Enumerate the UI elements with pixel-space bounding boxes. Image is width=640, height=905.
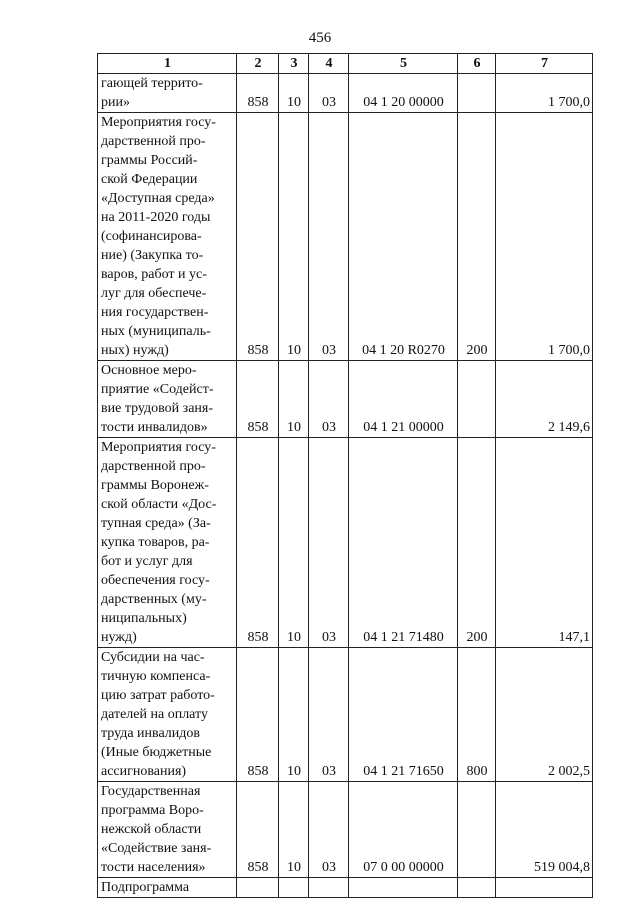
row-col-5: 07 0 00 00000 [349, 782, 458, 878]
row-col-3: 10 [279, 113, 309, 361]
table-row [98, 648, 593, 782]
row-col-3: 10 [279, 648, 309, 782]
row-col-4: 03 [309, 438, 349, 648]
row-col-6: 800 [458, 648, 496, 782]
row-col-3: 10 [279, 438, 309, 648]
row-col-5: 04 1 20 R0270 [349, 113, 458, 361]
row-description: гающей террито- рии» [98, 74, 237, 113]
row-col-5 [349, 878, 458, 898]
row-col-3 [279, 878, 309, 898]
row-description: Подпрограмма [98, 878, 237, 898]
row-col-4 [309, 878, 349, 898]
table-row [98, 361, 593, 438]
row-col-3: 10 [279, 361, 309, 438]
row-col-6 [458, 878, 496, 898]
row-col-6: 200 [458, 113, 496, 361]
row-col-3: 10 [279, 74, 309, 113]
page-number: 456 [308, 30, 332, 46]
row-col-4: 03 [309, 113, 349, 361]
row-col-2 [237, 878, 279, 898]
header-col-5: 5 [349, 54, 458, 74]
header-col-6: 6 [458, 54, 496, 74]
row-col-5: 04 1 21 71650 [349, 648, 458, 782]
row-amount: 2 002,5 [496, 648, 593, 782]
row-amount: 1 700,0 [496, 113, 593, 361]
row-description: Мероприятия госу- дарственной про- граммы Россий- ской Федерации «Доступная среда» на 2011-2020 годы (софинансирова- ние) (Закупка то- варов, работ и ус- луг для обеспече- ния государствен- ных (муниципаль- ных) нужд) [98, 113, 237, 361]
row-col-4: 03 [309, 648, 349, 782]
table-row [98, 878, 593, 898]
row-col-6: 200 [458, 438, 496, 648]
row-col-3: 10 [279, 782, 309, 878]
row-col-5: 04 1 21 00000 [349, 361, 458, 438]
header-col-3: 3 [279, 54, 309, 74]
row-description: Субсидии на час- тичную компенса- цию затрат работо- дателей на оплату труда инвалидов (Иные бюджетные ассигнования) [98, 648, 237, 782]
table-row [98, 438, 593, 648]
table-body [98, 74, 593, 898]
row-col-2: 858 [237, 113, 279, 361]
budget-table [97, 53, 593, 898]
row-amount: 519 004,8 [496, 782, 593, 878]
table-header [98, 54, 593, 74]
header-col-1: 1 [98, 54, 237, 74]
row-description: Государственная программа Воро- нежской области «Содействие заня- тости населения» [98, 782, 237, 878]
row-col-5: 04 1 20 00000 [349, 74, 458, 113]
row-col-2: 858 [237, 361, 279, 438]
row-col-2: 858 [237, 438, 279, 648]
table-row [98, 113, 593, 361]
row-col-6 [458, 361, 496, 438]
row-col-2: 858 [237, 74, 279, 113]
row-col-4: 03 [309, 361, 349, 438]
row-amount: 2 149,6 [496, 361, 593, 438]
row-col-4: 03 [309, 782, 349, 878]
header-row [98, 54, 593, 74]
row-description: Мероприятия госу- дарственной про- граммы Воронеж- ской области «Дос- тупная среда» (За- купка товаров, ра- бот и услуг для обеспечения госу- дарственных (му- ниципальных) нужд) [98, 438, 237, 648]
header-col-7: 7 [496, 54, 593, 74]
row-col-4: 03 [309, 74, 349, 113]
row-description: Основное меро- приятие «Содейст- вие трудовой заня- тости инвалидов» [98, 361, 237, 438]
row-col-6 [458, 74, 496, 113]
row-amount: 1 700,0 [496, 74, 593, 113]
row-col-5: 04 1 21 71480 [349, 438, 458, 648]
row-col-2: 858 [237, 648, 279, 782]
row-col-2: 858 [237, 782, 279, 878]
table-row [98, 782, 593, 878]
row-amount: 147,1 [496, 438, 593, 648]
header-col-2: 2 [237, 54, 279, 74]
row-col-6 [458, 782, 496, 878]
row-amount [496, 878, 593, 898]
header-col-4: 4 [309, 54, 349, 74]
table-row [98, 74, 593, 113]
